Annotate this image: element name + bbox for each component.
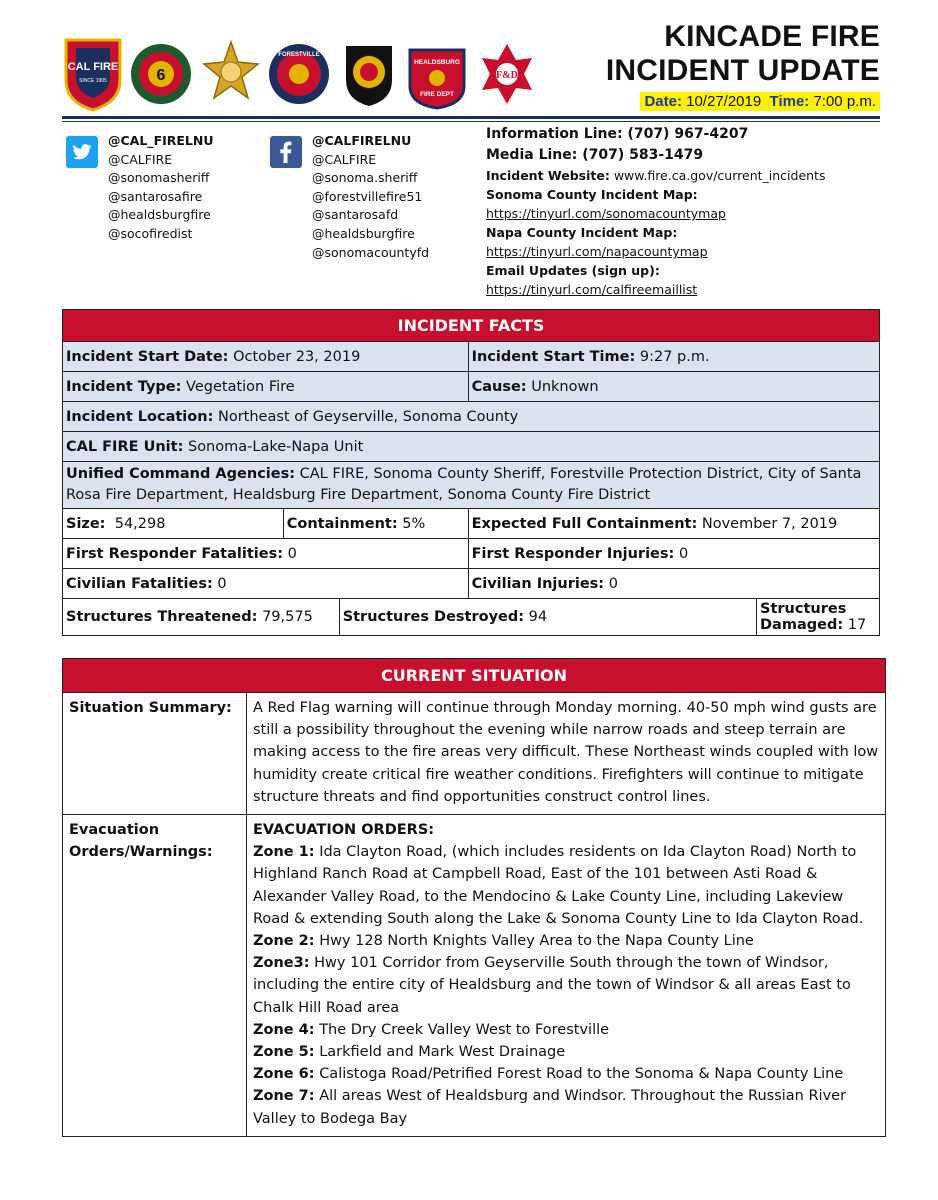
containment-cell <box>283 509 468 539</box>
current-situation-header: CURRENT SITUATION <box>63 659 886 693</box>
cause-cell <box>468 372 879 402</box>
zone-label: Zone 2: <box>253 933 315 950</box>
twitter-handle[interactable]: @sonomasheriff <box>108 170 210 186</box>
containment-label: Containment: <box>286 515 398 532</box>
media-line-label: Media Line: <box>486 147 578 163</box>
zone-text: Hwy 128 North Knights Valley Area to the Napa County Line <box>319 933 754 950</box>
incident-website-value[interactable]: www.fire.ca.gov/current_incidents <box>613 168 826 183</box>
start-date-cell <box>63 342 469 372</box>
facebook-handle[interactable]: @CALFIRELNU <box>312 133 412 148</box>
time-value: 7:00 p.m. <box>813 93 876 110</box>
start-date-label: Incident Start Date: <box>66 348 229 365</box>
zone-text: The Dry Creek Valley West to Forestville <box>319 1021 610 1038</box>
zone-item <box>253 1085 879 1129</box>
facebook-handle[interactable]: @santarosafd <box>312 207 399 223</box>
situation-summary-label: Situation Summary: <box>63 693 247 815</box>
zone-item <box>253 1019 879 1041</box>
threatened-label: Structures Threatened: <box>66 609 258 625</box>
facebook-handles <box>312 132 429 262</box>
time-label: Time: <box>769 93 810 110</box>
zone-text: All areas West of Healdsburg and Windsor. Throughout the Russian River Valley to Bodega Bay <box>253 1088 847 1127</box>
fr-fatalities-value: 0 <box>287 545 297 562</box>
zone-item <box>253 1063 879 1085</box>
location-value: Northeast of Geyserville, Sonoma County <box>217 408 519 425</box>
zone-text: Hwy 101 Corridor from Geyserville South through the town of Windsor, including the entire city of Healdsburg and the town of Windsor & all areas East to Chalk Hill Road area <box>253 955 851 1016</box>
facebook-icon <box>270 136 302 168</box>
unit-value: Sonoma-Lake-Napa Unit <box>187 438 364 455</box>
twitter-handle[interactable]: @CAL_FIRELNU <box>108 133 214 148</box>
incident-website <box>486 166 886 185</box>
forestville-logo <box>268 36 330 112</box>
fire-dept-logo-text: FIRE DEPT <box>420 91 454 98</box>
twitter-handle[interactable]: @santarosafire <box>108 188 203 204</box>
civ-injuries-label: Civilian Injuries: <box>471 575 605 592</box>
agencies-value: CAL FIRE, Sonoma County Sheriff, Forestville Protection District, City of Santa Rosa Fire Department, Healdsburg Fire Department, Sonoma County Fire District <box>66 466 862 503</box>
contact-info <box>486 124 886 299</box>
start-time-value: 9:27 p.m. <box>639 348 710 365</box>
expected-containment-cell <box>468 509 879 539</box>
zone-label: Zone 7: <box>253 1088 315 1105</box>
start-date-value: October 23, 2019 <box>233 348 361 365</box>
title-line1: KINCADE FIRE <box>664 20 880 53</box>
start-time-cell <box>468 342 879 372</box>
damaged-value: 17 <box>847 617 867 633</box>
info-line-label: Information Line: <box>486 126 623 142</box>
healdsburg-logo-text: HEALDSBURG <box>414 59 460 66</box>
size-cell <box>63 509 284 539</box>
zone-label: Zone 4: <box>253 1021 315 1038</box>
destroyed-cell <box>339 599 756 636</box>
title-line2: INCIDENT UPDATE <box>605 54 880 87</box>
size-label: Size: <box>66 515 106 532</box>
facebook-handle[interactable]: @sonoma.sheriff <box>312 170 418 186</box>
info-line-number: (707) 967-4207 <box>627 126 749 142</box>
civ-injuries-cell <box>468 569 879 599</box>
civ-fatalities-cell <box>63 569 469 599</box>
incident-website-label: Incident Website: <box>486 168 610 183</box>
twitter-handle[interactable]: @CALFIRE <box>108 151 173 167</box>
zone-label: Zone 1: <box>253 844 315 861</box>
facebook-handle[interactable]: @forestvillefire51 <box>312 188 423 204</box>
fsd-logo-text: F&D <box>496 70 518 81</box>
incident-type-value: Vegetation Fire <box>186 378 295 395</box>
civ-fatalities-value: 0 <box>217 575 227 592</box>
date-time-bar <box>640 92 880 111</box>
damaged-cell <box>757 599 880 636</box>
agency-logos <box>62 36 582 116</box>
cal-fire-logo-text: CAL FIRE <box>67 61 119 73</box>
destroyed-label: Structures Destroyed: <box>342 609 525 625</box>
email-updates-label: Email Updates (sign up): <box>486 263 660 278</box>
twitter-icon <box>66 136 98 168</box>
facebook-handle[interactable]: @healdsburgfire <box>312 225 415 241</box>
email-updates-link[interactable]: https://tinyurl.com/calfireemaillist <box>486 282 698 297</box>
sonoma-map-label: Sonoma County Incident Map: <box>486 187 698 202</box>
incident-facts-table <box>62 309 880 636</box>
twitter-handles <box>108 132 214 244</box>
agencies-label: Unified Command Agencies: <box>66 466 296 482</box>
current-situation-table <box>62 658 886 1137</box>
incident-type-cell <box>63 372 469 402</box>
santa-rosa-logo <box>338 36 400 112</box>
sonoma-map-link[interactable]: https://tinyurl.com/sonomacountymap <box>486 206 726 221</box>
date-label: Date: <box>644 93 682 110</box>
facebook-handle[interactable]: @sonomacountyfd <box>312 244 430 260</box>
fire-dept-6-logo-text: 6 <box>156 67 166 84</box>
fsd-logo <box>476 36 538 112</box>
zone-text: Larkfield and Mark West Drainage <box>319 1044 566 1061</box>
fr-injuries-cell <box>468 539 879 569</box>
location-cell <box>63 402 880 432</box>
twitter-handle[interactable]: @healdsburgfire <box>108 207 211 223</box>
cause-value: Unknown <box>531 378 599 395</box>
twitter-handle[interactable]: @socofiredist <box>108 225 193 241</box>
date-value: 10/27/2019 <box>686 93 762 110</box>
zone-item <box>253 1041 879 1063</box>
fire-dept-6-logo <box>130 36 192 112</box>
media-line <box>486 145 886 166</box>
threatened-value: 79,575 <box>262 609 313 625</box>
unit-label: CAL FIRE Unit: <box>66 438 184 455</box>
media-line-number: (707) 583-1479 <box>582 147 704 163</box>
forestville-logo-text: FORESTVILLE <box>278 52 320 58</box>
zone-text: Calistoga Road/Petrified Forest Road to the Sonoma & Napa County Line <box>319 1066 844 1083</box>
cal-fire-logo <box>62 36 124 112</box>
evacuation-heading: EVACUATION ORDERS: <box>253 822 435 839</box>
header-divider-thin <box>62 121 880 122</box>
zone-item <box>253 841 879 930</box>
facebook-handle[interactable]: @CALFIRE <box>312 151 377 167</box>
zone-label: Zone3: <box>253 955 310 972</box>
evacuation-label: Evacuation Orders/Warnings: <box>63 815 247 1137</box>
fr-fatalities-cell <box>63 539 469 569</box>
fr-injuries-label: First Responder Injuries: <box>471 545 675 562</box>
evacuation-content <box>247 815 886 1137</box>
zone-label: Zone 6: <box>253 1066 315 1083</box>
fr-injuries-value: 0 <box>678 545 689 562</box>
title-block <box>550 20 880 111</box>
sheriff-star-logo <box>200 36 262 112</box>
threatened-cell <box>63 599 340 636</box>
situation-summary-text: A Red Flag warning will continue through Monday morning. 40-50 mph wind gusts are still a possibility throughout the evening while narrow roads and steep terrain are making access to the fire areas very difficult. These Northeast winds coupled with low humidity create critical fire weather conditions. Firefighters will continue to mitigate structure threats and find opportunities construct control lines. <box>247 693 886 815</box>
incident-facts-header: INCIDENT FACTS <box>63 310 880 342</box>
fr-fatalities-label: First Responder Fatalities: <box>66 545 284 562</box>
zone-label: Zone 5: <box>253 1044 315 1061</box>
size-value: 54,298 <box>114 515 166 532</box>
agencies-cell <box>63 462 880 509</box>
start-time-label: Incident Start Time: <box>471 348 636 365</box>
incident-type-label: Incident Type: <box>66 378 182 395</box>
header-divider <box>62 116 880 119</box>
civ-injuries-value: 0 <box>608 575 618 592</box>
destroyed-value: 94 <box>528 609 548 625</box>
location-label: Incident Location: <box>66 408 214 425</box>
containment-value: 5% <box>402 515 426 532</box>
healdsburg-fire-logo <box>406 36 468 112</box>
info-line <box>486 124 886 145</box>
civ-fatalities-label: Civilian Fatalities: <box>66 575 213 592</box>
cause-label: Cause: <box>471 378 527 395</box>
zone-item <box>253 930 879 952</box>
zone-item <box>253 952 879 1019</box>
expected-containment-value: November 7, 2019 <box>701 515 838 532</box>
expected-containment-label: Expected Full Containment: <box>471 515 698 532</box>
zone-text: Ida Clayton Road, (which includes residents on Ida Clayton Road) North to Highland Ranch Road at Campbell Road, East of the 101 between Asti Road & Alexander Valley Road, to the Mendocino & Lake County Line, including Lakeview Road & extending South along the Lake & Sonoma County Line to Ida Clayton Road. <box>253 844 864 927</box>
cal-fire-since-text: SINCE 1905 <box>79 78 107 84</box>
napa-map-link[interactable]: https://tinyurl.com/napacountymap <box>486 244 708 259</box>
napa-map-label: Napa County Incident Map: <box>486 225 678 240</box>
unit-cell <box>63 432 880 462</box>
damaged-label: Structures Damaged: <box>760 601 847 633</box>
